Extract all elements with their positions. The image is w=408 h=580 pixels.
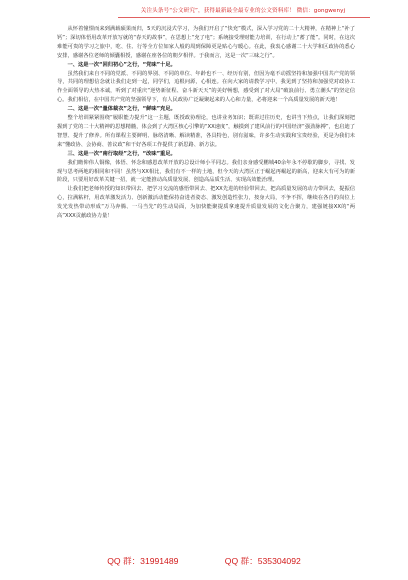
document-body <box>57 25 355 221</box>
footer-qq-group-2: QQ 群：535304092 <box>224 556 301 566</box>
section-paragraph-3: 我们瞻仰伟人铜像，体悟、怀念和感恩改革开放的总设计师小平同志。我们亲身感受鹏城40余年永不停歇的脚步，寻找、发现与思考两地的相同和不同！虽然与XX相比，我们有不一样的土地，但今天的大湾区正于崛起再崛起的新高，迎来大有可为的新阶段，只要用好改革关键一招，就一定能推动高质量发展、创造高品质生活、实现高效能治理。 <box>57 159 355 184</box>
section-heading-1: 一、这是一次“回归初心”之行，“党味”十足。 <box>67 61 176 68</box>
section-heading-2: 二、这是一次“量体裁衣”之行，“鲜味”充足。 <box>67 106 176 113</box>
header-banner: 关注头条号“公文研究”，获得最新最全最专业的公文资料库！ 微信：gongwenyj <box>140 8 346 14</box>
intro-paragraph: 从怀着憧憬而来到满载硕果而归，5天的沉浸式学习，为我们开启了“快充”模式，深入学习党的二十大精神，在精神上“补了钙”；深切体悟用改革开放写就的“春天的故事”，在思想上“充了电”；系统接受理财能力培训，在行动上“蓄了能”。同时，在这次难能可贵的学习之旅中，吃、住、行等全方位如家人般的周到保障更是贴心与暖心。在此，我衷心感谢二十大学和区政协的悉心安排，感谢各位老师的倾囊相授，感谢在座各位的朝夕相伴。于我而言，这是一次“三味之行”。 <box>57 26 355 59</box>
closing-paragraph: 让我们把老师传授的知识带回去、把学习交流的感悟带回去、把XX先进的经验带回去，把高质量发展的动力带回去，提振信心，拉满粘杆，用改革激发活力、创新激活动能保持奋进者姿态、激发创造性张力，按身大局，不争不挥，继续在各自的岗位上发光发热带动形成“万马奔腾、一马当先”的生动局面，为加快能聚提质拿速提升质量发展的文化合聚力，建强链接XX的“两高”XXX贡献政协力量！ <box>57 186 355 220</box>
section-paragraph-2: 整个培训紧紧围绕“履职能力提升”这一主题，既授政协理论，也讲业务知识；既讲过往历史，也讲当下热点，让我们深刻把握到了党的二十大精神的思想精髓，体会到了大湾区核心引擎的“XX速度”，触摸到了建风前行的中国经济“强劲脉搏”，也启迪了智慧、提升了修养。所有课程主要鲜明、脉络清晰、解读精准，各具特色，别有滋味，许多生动实践和宝贵经验，更是为我们未来“懂政协、会协商、善议政”和干好各项工作提供了新思路、新方法。 <box>57 115 355 148</box>
footer-qq-group-1: QQ 群：31991489 <box>107 556 179 566</box>
header-divider <box>118 17 370 18</box>
footer <box>0 555 408 567</box>
section-paragraph-1: 虽然我们来自不同的党派、不同的界别、不同的单位、年龄也不一、经历有别，但因为毫不动摇坚持和加强中国共产党的领导，共同的理想信念就让我们走到一起，同学们，追根问源，心相连。在向大家的请教学习中，我见到了坚持和加强党对政协工作全面领导的大热本诚，听到了对重庆“逆势新征程、奋斗新天天”的美好畅想，感受到了对大局“破浪前行、勇立潮头”的坚定信心。我们相信，在中国共产党的坚强领导下，有人民政协广泛凝聚起来的人心和力量，必将迎来一个高质量发展的新天地！ <box>57 70 355 104</box>
section-heading-3: 三、这是一次“南行取经”之行，“改味”重足。 <box>67 150 176 157</box>
